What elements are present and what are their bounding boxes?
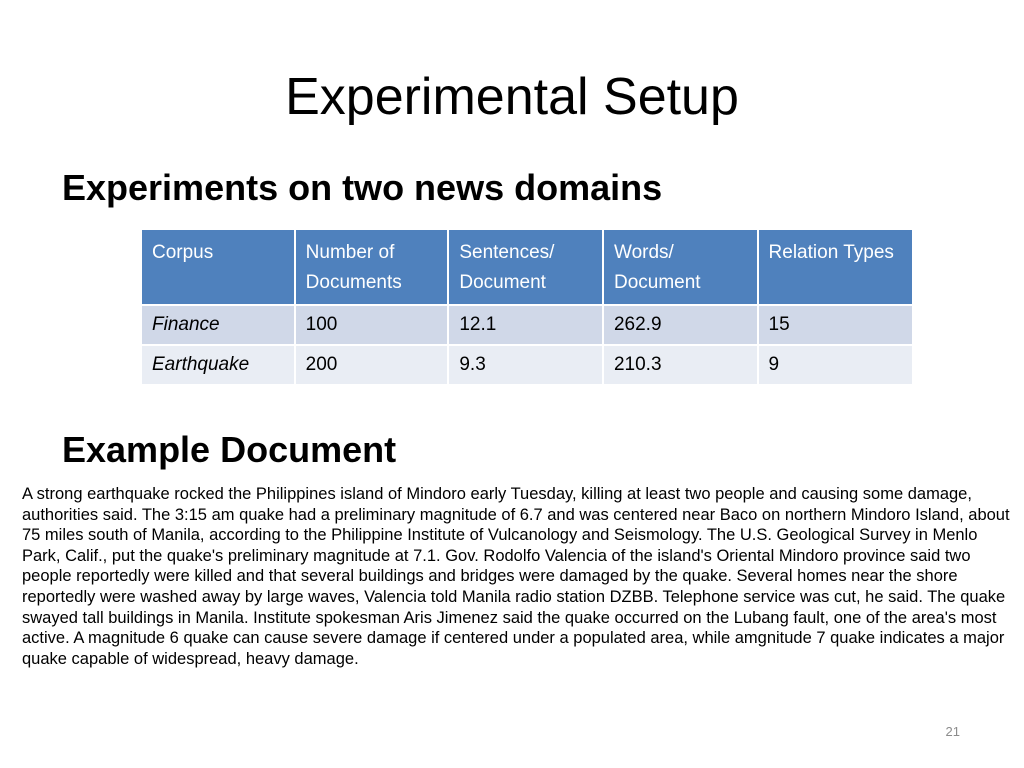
cell-sentences-per-document: 12.1	[448, 305, 603, 345]
cell-number-of-documents: 200	[295, 345, 449, 385]
cell-corpus: Earthquake	[141, 345, 295, 385]
cell-relation-types: 9	[758, 345, 913, 385]
page-number: 21	[945, 724, 960, 739]
header-number-of-documents: Number of Documents	[295, 229, 449, 305]
table-row	[141, 305, 913, 345]
header-relation-types: Relation Types	[758, 229, 913, 305]
heading-experiments: Experiments on two news domains	[62, 167, 663, 208]
heading-example-document: Example Document	[62, 429, 397, 470]
cell-words-per-document: 262.9	[603, 305, 758, 345]
corpus-table	[140, 228, 914, 386]
header-sentences-per-document: Sentences/ Document	[448, 229, 603, 305]
cell-words-per-document: 210.3	[603, 345, 758, 385]
table-row	[141, 345, 913, 385]
cell-sentences-per-document: 9.3	[448, 345, 603, 385]
cell-number-of-documents: 100	[295, 305, 449, 345]
cell-relation-types: 15	[758, 305, 913, 345]
cell-corpus: Finance	[141, 305, 295, 345]
slide-title: Experimental Setup	[285, 68, 739, 126]
header-corpus: Corpus	[141, 229, 295, 305]
table-header-row	[141, 229, 913, 305]
header-words-per-document: Words/ Document	[603, 229, 758, 305]
example-document-text: A strong earthquake rocked the Philippines island of Mindoro early Tuesday, killing at least two people and causing some damage, authorities said. The 3:15 am quake had a preliminary magnitude of 6.7 and was centered near Baco on northern Mindoro Island, about 75 miles south of Manila, according to the Philippine Institute of Vulcanology and Seismology. The U.S. Geological Survey in Menlo Park, Calif., put the quake's preliminary magnitude at 7.1. Gov. Rodolfo Valencia of the island's Oriental Mindoro province said two people reportedly were killed and that several buildings and bridges were damaged by the quake. Several homes near the shore reportedly were washed away by large waves, Valencia told Manila radio station DZBB. Telephone service was cut, he said. The quake swayed tall buildings in Manila. Institute spokesman Aris Jimenez said the quake occurred on the Lubang fault, one of the area's most active. A magnitude 6 quake can cause severe damage if centered under a populated area, while amgnitude 7 quake indicates a major quake capable of widespread, heavy damage.	[22, 485, 1010, 668]
